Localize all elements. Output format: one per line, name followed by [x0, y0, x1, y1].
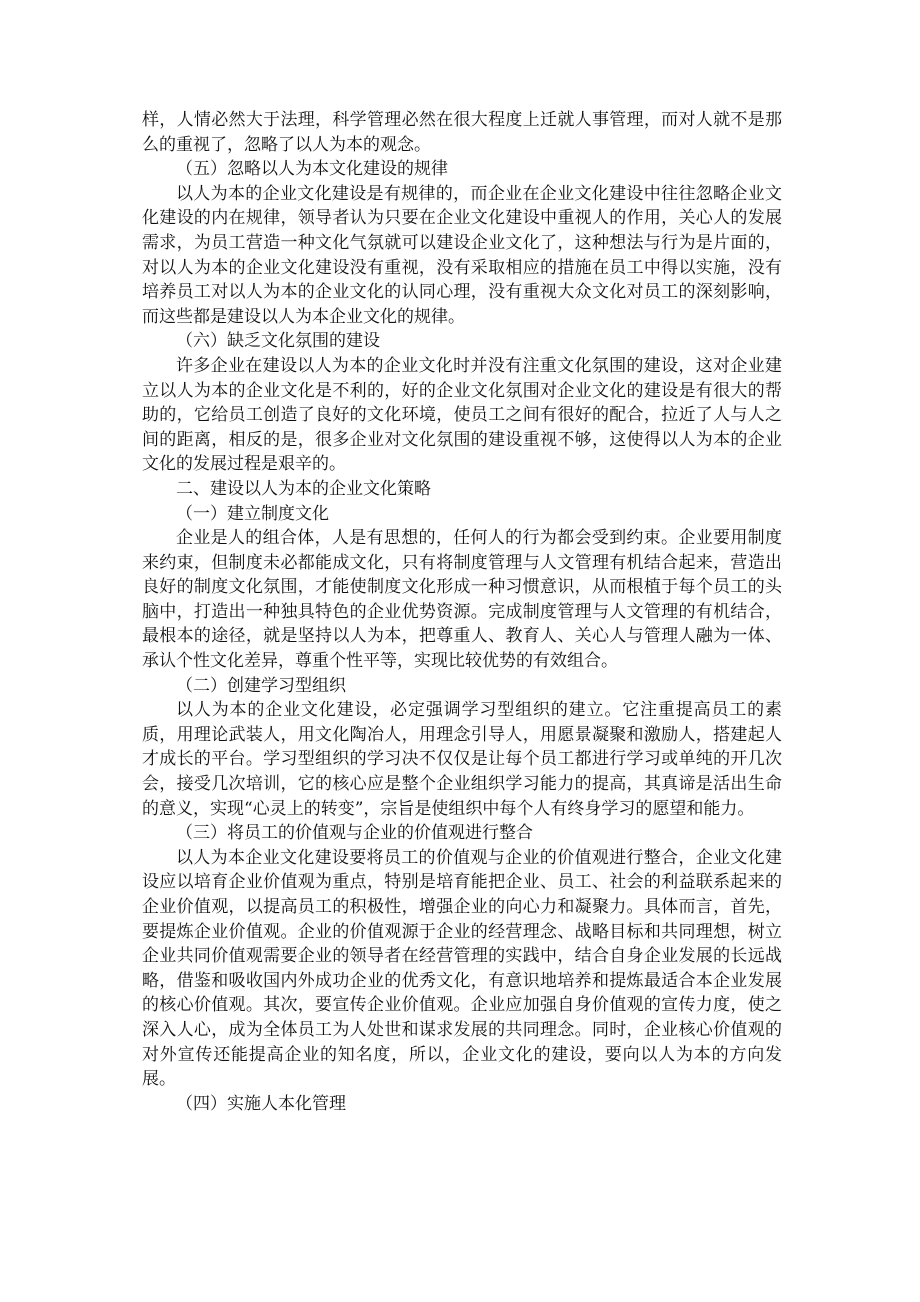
- paragraph-cultural-atmosphere: 许多企业在建设以人为本的企业文化时并没有注重文化氛围的建设，这对企业建立以人为本的企业文化是不利的，好的企业文化氛围对企业文化的建设是有很大的帮助的，它给员工创造了良好的文化环境，使员工之间有很好的配合，拉近了人与人之间的距离，相反的是，很多企业对文化氛围的建设重视不够，这使得以人为本的企业文化的发展过程是艰辛的。: [142, 355, 782, 475]
- section-heading-6: （六）缺乏文化氛围的建设: [176, 331, 380, 352]
- section-heading-1: （一）建立制度文化: [176, 503, 329, 524]
- document-body: [142, 108, 782, 1116]
- paragraph-institutional-culture: 企业是人的组合体，人是有思想的，任何人的行为都会受到约束。企业要用制度来约束，但制度未必都能成文化，只有将制度管理与人文管理有机结合起来，营造出良好的制度文化氛围，才能使制度文化形成一种习惯意识，从而根植于每个员工的头脑中，打造出一种独具特色的企业优势资源。完成制度管理与人文管理的有机结合，最根本的途径，就是坚持以人为本，把尊重人、教育人、关心人与管理人融为一体、承认个性文化差异，尊重个性平等，实现比较优势的有效组合。: [142, 528, 782, 672]
- section-heading-4: （四）实施人本化管理: [176, 1093, 346, 1114]
- paragraph-cultural-rules: 以人为本的企业文化建设是有规律的，而企业在企业文化建设中往往忽略企业文化建设的内在规律，领导者认为只要在企业文化建设中重视人的作用，关心人的发展需求，为员工营造一种文化气氛就可以建设企业文化了，这种想法与行为是片面的，对以人为本的企业文化建设没有重视，没有采取相应的措施在员工中得以实施，没有培养员工对以人为本的企业文化的认同心理，没有重视大众文化对员工的深刻影响，而这些都是建设以人为本企业文化的规律。: [142, 183, 782, 327]
- section-heading-2: （二）创建学习型组织: [176, 675, 346, 696]
- section-heading-3: （三）将员工的价值观与企业的价值观进行整合: [176, 823, 533, 844]
- section-heading-5: （五）忽略以人为本文化建设的规律: [176, 159, 448, 180]
- paragraph-value-integration: 以人为本企业文化建设要将员工的价值观与企业的价值观进行整合，企业文化建设应以培育企业价值观为重点，特别是培育能把企业、员工、社会的利益联系起来的企业价值观，以提高员工的积极性，增强企业的向心力和凝聚力。具体而言，首先，要提炼企业价值观。企业的价值观源于企业的经营理念、战略目标和共同理想，树立企业共同价值观需要企业的领导者在经营管理的实践中，结合自身企业发展的长远战略，借鉴和吸收国内外成功企业的优秀文化，有意识地培养和提炼最适合本企业发展的核心价值观。其次，要宣传企业价值观。企业应加强自身价值观的宣传力度，使之深入人心，成为全体员工为人处世和谋求发展的共同理念。同时，企业核心价值观的对外宣传还能提高企业的知名度，所以，企业文化的建设，要向以人为本的方向发展。: [142, 847, 782, 1090]
- chapter-heading-2: 二、建设以人为本的企业文化策略: [176, 478, 431, 499]
- paragraph-learning-organization: 以人为本的企业文化建设，必定强调学习型组织的建立。它注重提高员工的素质，用理论武装人，用文化陶冶人，用理念引导人，用愿景凝聚和激励人，搭建起人才成长的平台。学习型组织的学习决不仅仅是让每个员工都进行学习或单纯的开几次会，接受几次培训，它的核心应是整个企业组织学习能力的提高，其真谛是活出生命的意义，实现“心灵上的转变”，宗旨是使组织中每个人有终身学习的愿望和能力。: [142, 700, 782, 819]
- paragraph-continuation: 样，人情必然大于法理，科学管理必然在很大程度上迁就人事管理，而对人就不是那么的重视了，忽略了以人为本的观念。: [142, 110, 782, 155]
